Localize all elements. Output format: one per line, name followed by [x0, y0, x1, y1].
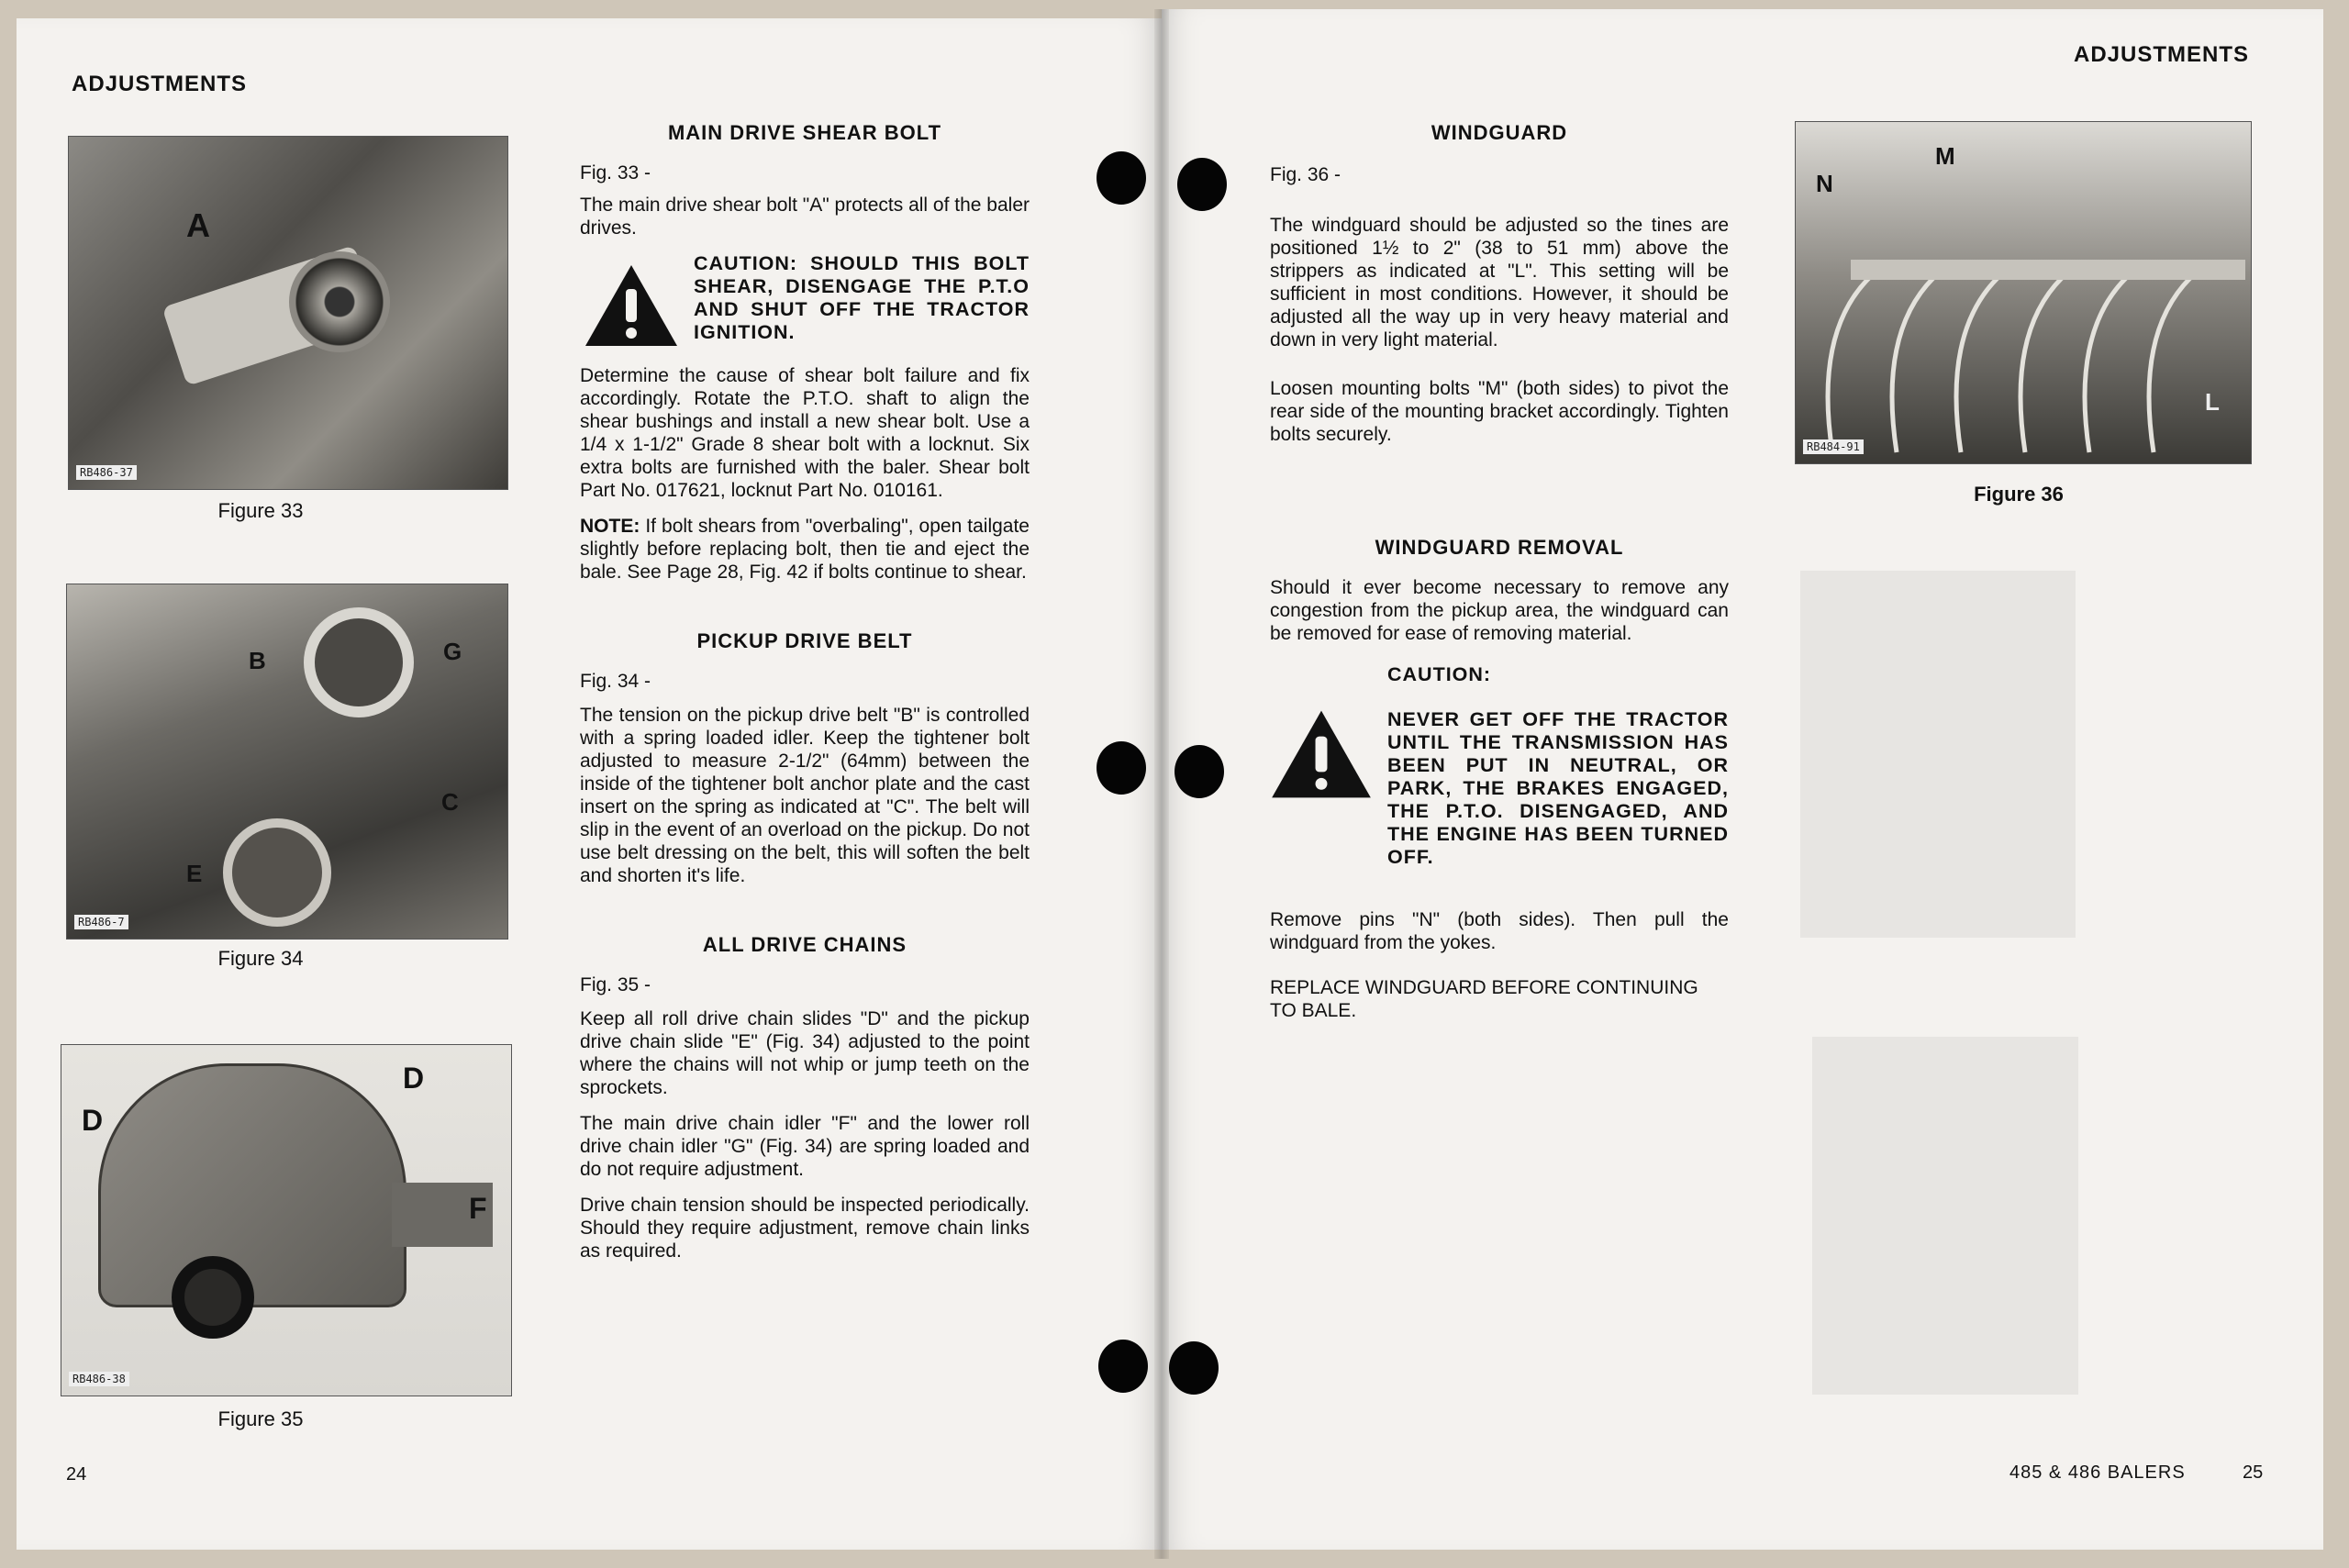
shear-intro: The main drive shear bolt "A" protects all of the baler drives.	[580, 195, 1030, 239]
removal-p2: Remove pins "N" (both sides). Then pull the windguard from the yokes.	[1270, 909, 1729, 953]
tines-drawing	[1796, 122, 2251, 463]
fig-ref-34: Fig. 34 -	[580, 671, 651, 692]
section-title-chains: ALL DRIVE CHAINS	[702, 933, 907, 956]
chains-p3: Drive chain tension should be inspected periodically. Should they require adjustment, remove chain links as required.	[580, 1195, 1030, 1262]
punch-hole	[1098, 1340, 1148, 1393]
pickup-body: The tension on the pickup drive belt "B" is controlled with a spring loaded idler. Keep the tightener bolt adjusted to measure 2-1/2" (64mm) between the inside of the tightener bolt anchor plate and the cast insert on the spring as indicated at "C". The belt will slip in the event of an overload on the pickup. Do not use belt dressing on the belt, this will soften the belt and shorten it's life.	[580, 705, 1030, 886]
note-label: NOTE:	[580, 516, 640, 537]
photo-tag: RB484-91	[1803, 439, 1864, 454]
note-text: If bolt shears from "overbaling", open tailgate slightly before replacing bolt, then tie and eject the bale. See Page 28, Fig. 42 if bolts continue to shear.	[580, 516, 1030, 583]
removal-p3: REPLACE WINDGUARD BEFORE CONTINUING TO BALE.	[1270, 977, 1698, 1021]
page-header: ADJUSTMENTS	[72, 72, 248, 96]
warning-triangle-icon	[584, 263, 679, 348]
warning-triangle-icon	[1270, 708, 1373, 800]
photo-tag: RB486-7	[74, 915, 128, 929]
label-n: N	[1816, 170, 1833, 197]
label-g: G	[443, 638, 462, 665]
windguard-p2: Loosen mounting bolts "M" (both sides) to pivot the rear side of the mounting bracket accordingly. Tighten bolts securely.	[1270, 378, 1729, 445]
removal-caution-label: CAUTION:	[1387, 663, 1492, 685]
caution-block	[580, 252, 1030, 351]
fig-ref-35: Fig. 35 -	[580, 974, 651, 995]
section-title-pickup: PICKUP DRIVE BELT	[696, 629, 913, 652]
pulley-shape	[304, 607, 414, 717]
label-m: M	[1935, 142, 1955, 170]
label-c: C	[441, 788, 459, 816]
label-b: B	[249, 647, 266, 674]
punch-hole	[1169, 1341, 1219, 1395]
right-text-column	[1270, 121, 1729, 1022]
chains-p1: Keep all roll drive chain slides "D" and the pickup drive chain slide "E" (Fig. 34) adjusted to the point where the chains will not whip or jump teeth on the sprockets.	[580, 1008, 1030, 1098]
punch-hole	[1097, 151, 1146, 205]
baler-wheel-shape	[172, 1256, 254, 1339]
section-title-removal: WINDGUARD REMOVAL	[1375, 536, 1624, 559]
section-title-shear: MAIN DRIVE SHEAR BOLT	[667, 121, 942, 144]
label-d-right: D	[403, 1062, 425, 1095]
figure-35-caption: Figure 35	[217, 1407, 304, 1430]
figure-33-photo	[68, 136, 508, 490]
chains-p2: The main drive chain idler "F" and the lower roll drive chain idler "G" (Fig. 34) are spring loaded and do not require adjustment.	[580, 1113, 1030, 1180]
section-title-windguard: WINDGUARD	[1431, 121, 1568, 144]
shear-body: Determine the cause of shear bolt failure and fix accordingly. Rotate the P.T.O. shaft to align the shear bushings and install a new shear bolt. Use a 1/4 x 1-1/2" Grade 8 shear bolt with a locknut. Six extra bolts are furnished with the baler. Shear bolt Part No. 017621, locknut Part No. 010161.	[580, 365, 1030, 501]
figure-34-caption: Figure 34	[217, 947, 304, 970]
label-f: F	[469, 1192, 487, 1225]
label-d-left: D	[82, 1104, 104, 1137]
label-e: E	[186, 860, 203, 887]
footer-title: 485 & 486 BALERS	[2009, 1462, 2186, 1483]
fig-ref-36: Fig. 36 -	[1270, 164, 1341, 185]
baler-body-shape	[98, 1063, 406, 1307]
fig-ref-33: Fig. 33 -	[580, 162, 651, 183]
show-through-area	[1800, 571, 2076, 938]
windguard-p1: The windguard should be adjusted so the tines are positioned 1½ to 2" (38 to 51 mm) above the strippers as indicated at "L". This setting will be sufficient in most conditions. However, it should be adjusted all the way up in very heavy material and down in very light material.	[1270, 215, 1729, 350]
figure-36-photo	[1795, 121, 2252, 464]
page-header-right: ADJUSTMENTS	[2074, 42, 2250, 67]
figure-34-photo	[66, 584, 508, 940]
shear-caution-text: CAUTION: SHOULD THIS BOLT SHEAR, DISENGAGE THE P.T.O AND SHUT OFF THE TRACTOR IGNITION.	[694, 252, 1030, 343]
punch-hole	[1174, 745, 1224, 798]
label-a: A	[186, 206, 210, 244]
removal-caution-text: NEVER GET OFF THE TRACTOR UNTIL THE TRANSMISSION HAS BEEN PUT IN NEUTRAL, OR PARK, THE BRAKES ENGAGED, THE P.T.O. DISENGAGED, AND THE ENGINE HAS BEEN TURNED OFF.	[1387, 708, 1729, 868]
binding-gutter	[1154, 9, 1169, 1559]
photo-tag: RB486-37	[76, 465, 137, 480]
photo-tag: RB486-38	[69, 1372, 129, 1386]
sprocket-shape	[289, 251, 390, 352]
removal-caution-block	[1270, 708, 1729, 892]
show-through-area	[1812, 1037, 2078, 1395]
left-text-column	[580, 121, 1030, 1262]
page-number-left: 24	[66, 1464, 87, 1485]
punch-hole	[1177, 158, 1227, 211]
page-number-right: 25	[2243, 1462, 2264, 1483]
figure-35-photo	[61, 1044, 512, 1396]
figure-36-caption: Figure 36	[1974, 483, 2064, 506]
punch-hole	[1097, 741, 1146, 795]
wheel-shape	[223, 818, 331, 927]
label-l: L	[2205, 388, 2220, 416]
shear-note	[580, 515, 1030, 584]
removal-p1: Should it ever become necessary to remove any congestion from the pickup area, the windguard can be removed for ease of removing material.	[1270, 577, 1729, 644]
figure-33-caption: Figure 33	[217, 499, 304, 522]
